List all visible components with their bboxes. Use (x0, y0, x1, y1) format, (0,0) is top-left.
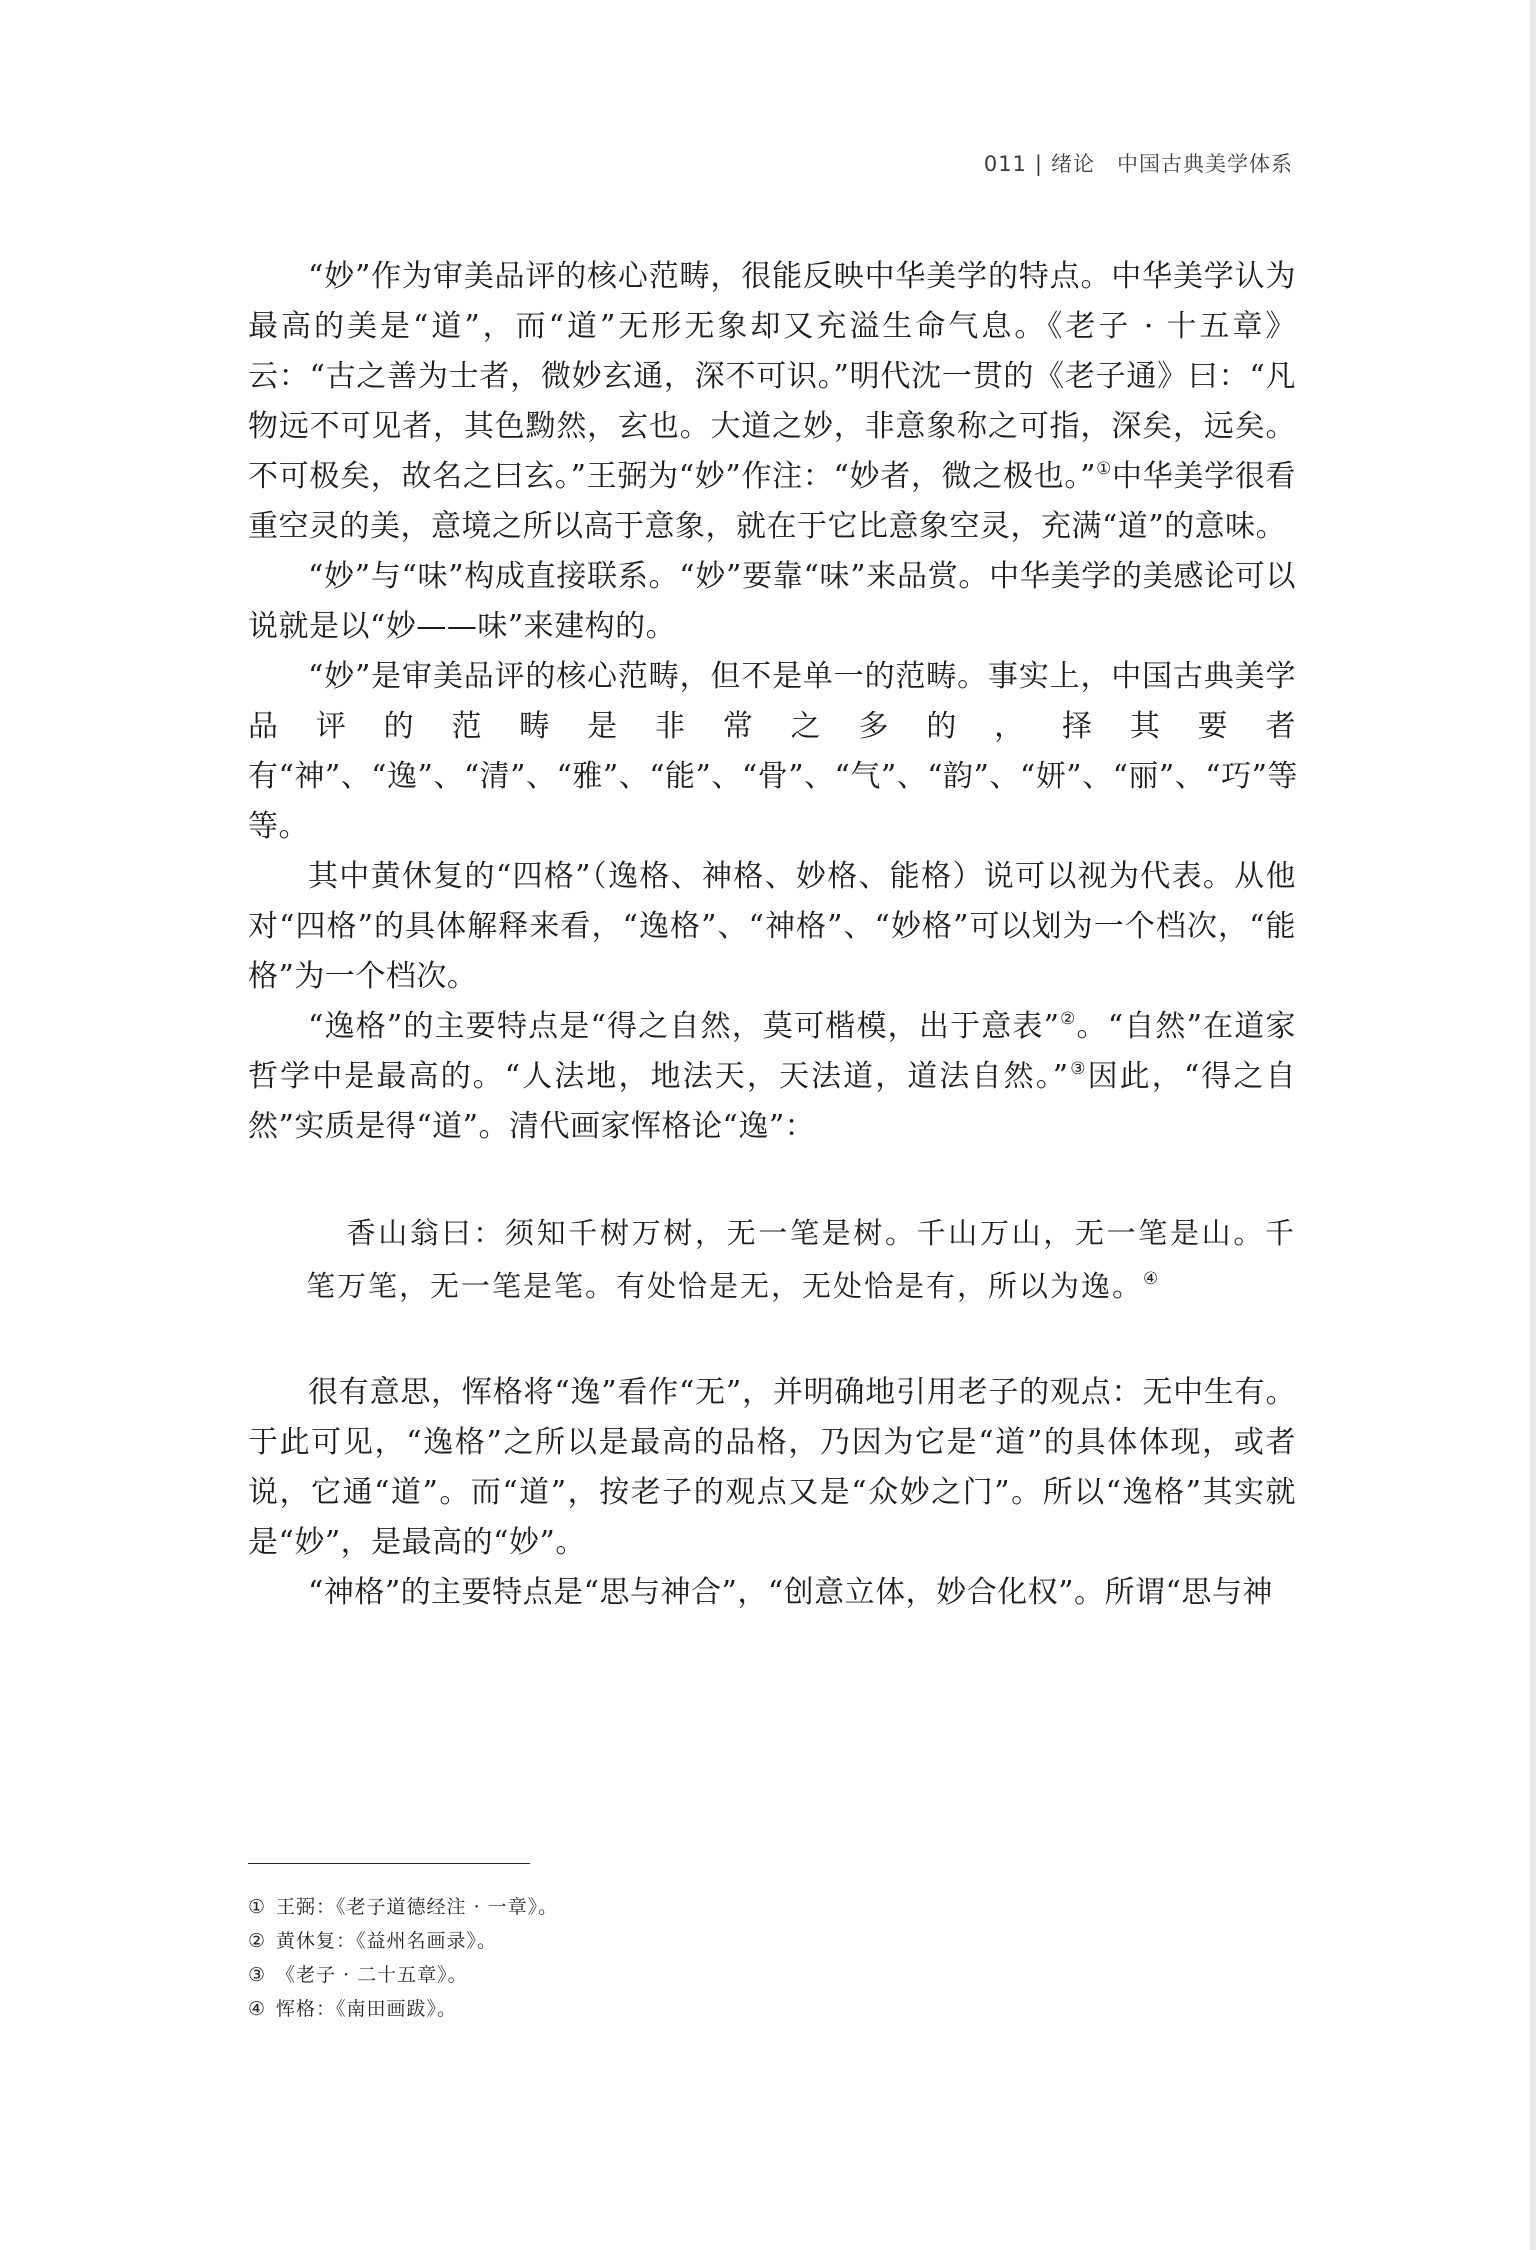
paragraph-6: 很有意思，恽格将“逸”看作“无”，并明确地引用老子的观点：无中生有。于此可见，“逸格”之所以是最高的品格，乃因为它是“道”的具体体现，或者说，它通“道”。而“道”，按老子的观点又是“众妙之门”。所以“逸格”其实就是“妙”，是最高的“妙”。 (248, 1375, 1296, 1560)
footnote-4: ④ 恽格：《南田画跋》。 (248, 1998, 458, 2020)
header-chapter: 绪论 (1051, 152, 1095, 176)
footnotes (248, 1890, 1048, 2026)
page-edge (1530, 0, 1536, 2250)
footnote-ref-4: ④ (1143, 1269, 1161, 1289)
footnote-ref-1: ① (1095, 459, 1113, 479)
block-quote: 香山翁曰：须知千树万树，无一笔是树。千山万山，无一笔是山。千笔万笔，无一笔是笔。有处恰是无，无处恰是有，所以为逸。④ (306, 1216, 1296, 1303)
paragraph-1: “妙”作为审美品评的核心范畴，很能反映中华美学的特点。中华美学认为最高的美是“道”，而“道”无形无象却又充溢生命气息。《老子 · 十五章》云：“古之善为士者，微妙玄通，深不可识。”明代沈一贯的《老子通》曰：“凡物远不可见者，其色黝然，玄也。大道之妙，非意象称之可指，深矣，远矣。不可极矣，故名之曰玄。”王弼为“妙”作注：“妙者，微之极也。”①中华美学很看重空灵的美，意境之所以高于意象，就在于它比意象空灵，充满“道”的意味。 (248, 259, 1297, 544)
footnote-1: ① 王弼：《老子道德经注 · 一章》。 (248, 1896, 559, 1918)
footnote-rule (248, 1863, 530, 1864)
running-header (0, 148, 1293, 178)
paragraph-7: “神格”的主要特点是“思与神合”，“创意立体，妙合化权”。所谓“思与神 (308, 1575, 1273, 1610)
paragraph-4: 其中黄休复的“四格”（逸格、神格、妙格、能格）说可以视为代表。从他对“四格”的具体解释来看，“逸格”、“神格”、“妙格”可以划为一个档次，“能格”为一个档次。 (248, 859, 1296, 994)
header-book-title: 中国古典美学体系 (1117, 152, 1293, 176)
header-separator: | (1034, 152, 1043, 176)
footnote-ref-3: ③ (1068, 1059, 1088, 1079)
footnote-ref-2: ② (1059, 1009, 1077, 1029)
paragraph-2: “妙”与“味”构成直接联系。“妙”要靠“味”来品赏。中华美学的美感论可以说就是以“妙——味”来建构的。 (248, 559, 1296, 644)
page-number: 011 (983, 152, 1027, 176)
paragraph-5: “逸格”的主要特点是“得之自然，莫可楷模，出于意表”②。“自然”在道家哲学中是最高的。“人法地，地法天，天法道，道法自然。”③因此，“得之自然”实质是得“道”。清代画家恽格论“逸”： (248, 1009, 1296, 1144)
footnote-3: ③ 《老子 · 二十五章》。 (248, 1964, 468, 1986)
paragraph-3: “妙”是审美品评的核心范畴，但不是单一的范畴。事实上，中国古典美学品评的范畴是非常之多的，择其要者有“神”、“逸”、“清”、“雅”、“能”、“骨”、“气”、“韵”、“妍”、“丽”、“巧”等等。 (248, 659, 1298, 844)
footnote-2: ② 黄休复：《益州名画录》。 (248, 1930, 498, 1952)
body-text (248, 252, 1296, 1618)
